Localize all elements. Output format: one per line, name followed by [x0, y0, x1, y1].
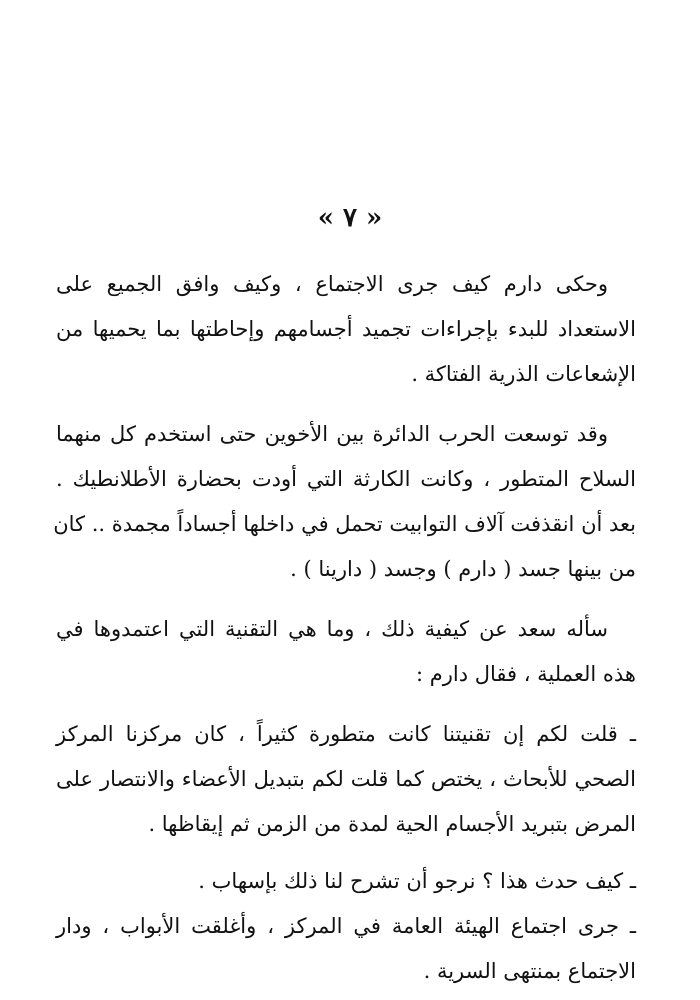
dialogue-paragraph [56, 859, 636, 904]
text-line: الاستعداد للبدء بإجراءات تجميد أجسامهم وإحاطتها بما يحميها من [56, 317, 636, 341]
dialogue-paragraph [56, 904, 636, 994]
text-line: الاجتماع بمنتهى السرية . [423, 959, 636, 983]
text-line: سأله سعد عن كيفية ذلك ، وما هي التقنية التي اعتمدوها في [56, 617, 608, 641]
chapter-number-heading: « ٧ » [317, 203, 383, 233]
paragraph [53, 412, 636, 592]
page-body-text [53, 262, 636, 994]
text-line: هذه العملية ، فقال دارم : [415, 662, 636, 686]
dialogue-paragraph [56, 712, 636, 847]
text-line: السلاح المتطور ، وكانت الكارثة التي أودت بحضارة الأطلانطيك . [56, 467, 636, 491]
text-line: بعد أن انقذفت آلاف التوابيت تحمل في داخلها أجساداً مجمدة .. كان [53, 512, 636, 536]
text-line: وحكى دارم كيف جرى الاجتماع ، وكيف وافق الجميع على [56, 272, 608, 296]
paragraph [56, 607, 636, 697]
text-line: ـ قلت لكم إن تقنيتنا كانت متطورة كثيراً ، كان مركزنا المركز [56, 722, 636, 746]
text-line: المرض بتبريد الأجسام الحية لمدة من الزمن ثم إيقاظها . [148, 812, 636, 836]
text-line: الصحي للأبحاث ، يختص كما قلت لكم بتبديل الأعضاء والانتصار على [56, 767, 636, 791]
text-line: الإشعاعات الذرية الفتاكة . [411, 362, 636, 386]
text-line: ـ كيف حدث هذا ؟ نرجو أن تشرح لنا ذلك بإسهاب . [198, 869, 636, 893]
text-line: من بينها جسد ( دارم ) وجسد ( دارينا ) . [290, 557, 636, 581]
text-line: ـ جرى اجتماع الهيئة العامة في المركز ، وأغلقت الأبواب ، ودار [56, 914, 636, 938]
paragraph [56, 262, 636, 397]
text-line: وقد توسعت الحرب الدائرة بين الأخوين حتى استخدم كل منهما [56, 422, 608, 446]
